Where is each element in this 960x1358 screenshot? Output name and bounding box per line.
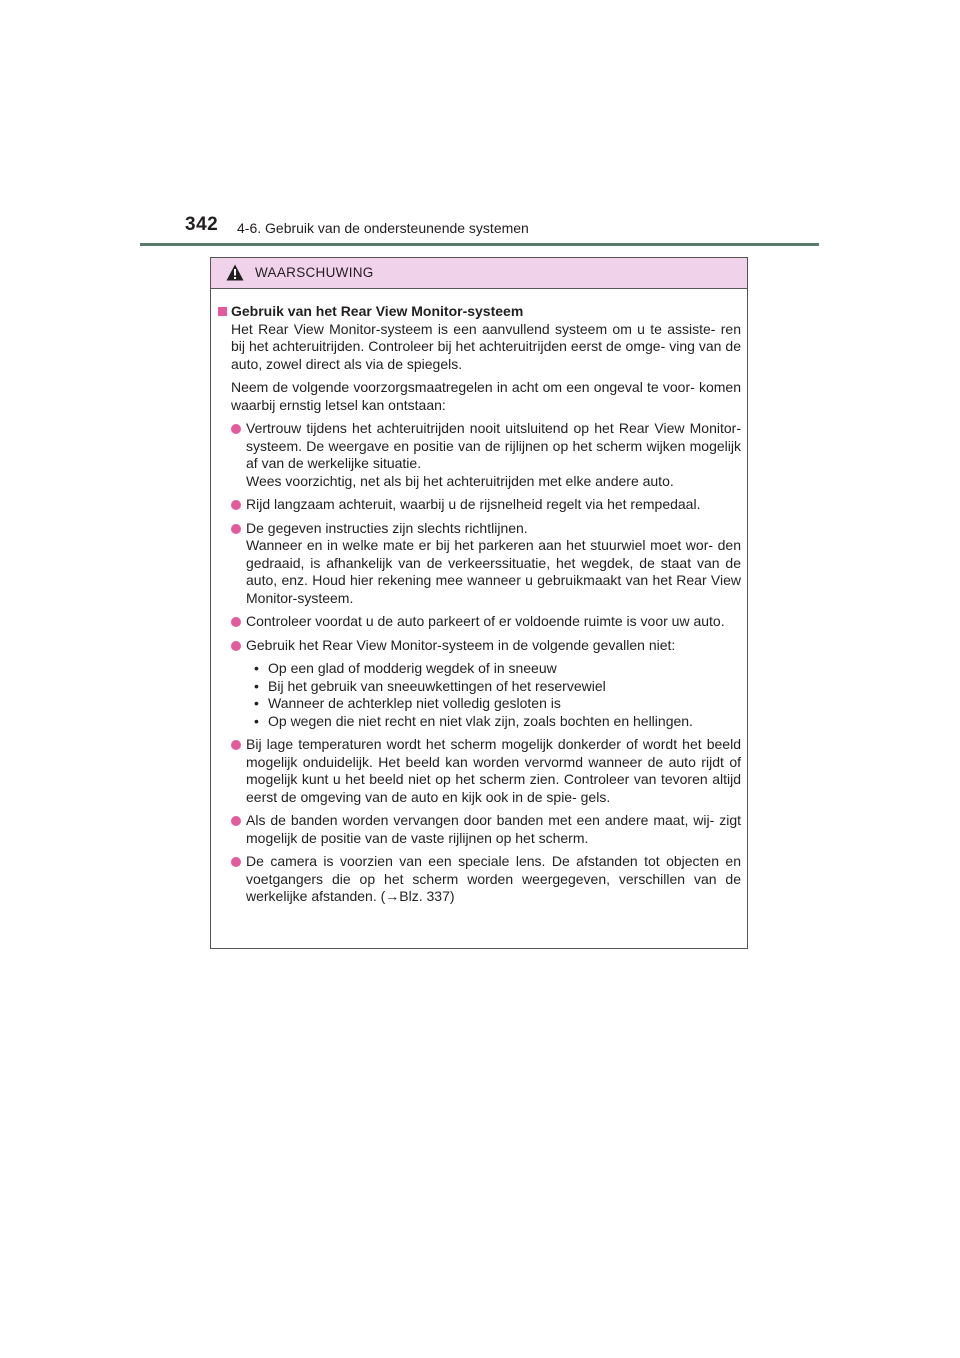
list-item <box>231 613 741 631</box>
warning-body <box>211 289 747 906</box>
sub-list-item <box>254 678 741 696</box>
circle-bullet-icon <box>231 617 241 627</box>
list-item <box>231 520 741 608</box>
list-item-text: Wanneer en in welke mate er bij het parkeren aan het stuurwiel moet wor- den gedraaid, is afhankelijk van de verkeerssituatie, het wegdek, de staat van de auto, enz. Houd hier rekening mee wanneer u gebruikmaakt van het Rear View Monitor-systeem. <box>246 537 741 606</box>
list-item-text: De camera is voorzien van een speciale lens. De afstanden tot objecten en voetgangers die op het scherm worden weergegeven, verschillen van de werkelijke afstanden. (→Blz. 337) <box>246 853 741 904</box>
warning-triangle-icon <box>226 264 244 281</box>
sub-list-item <box>254 695 741 713</box>
list-item-text: Rijd langzaam achteruit, waarbij u de rijsnelheid regelt via het rempedaal. <box>246 496 701 512</box>
circle-bullet-icon <box>231 816 241 826</box>
paragraph: Het Rear View Monitor-systeem is een aanvullend systeem om u te assiste- ren bij het achteruitrijden. Controleer bij het achteruitrijden eerst de omge- ving van de auto, zowel direct als via de spiegels. <box>231 320 741 372</box>
sub-bullet-marker: • <box>254 677 259 694</box>
page-number: 342 <box>185 214 219 235</box>
circle-bullet-icon <box>231 500 241 510</box>
circle-bullet-icon <box>231 424 241 434</box>
list-item <box>231 637 741 731</box>
sub-bullet-marker: • <box>254 712 259 729</box>
warning-heading <box>218 303 741 321</box>
sub-list-item-text: Wanneer de achterklep niet volledig gesloten is <box>268 695 561 711</box>
sub-list-item-text: Op wegen die niet recht en niet vlak zijn, zoals bochten en hellingen. <box>268 712 693 729</box>
page-header <box>0 0 960 250</box>
header-rule <box>140 243 819 246</box>
sub-list-item-text: Op een glad of modderig wegdek of in sneeuw <box>268 660 557 676</box>
list-item <box>231 853 741 906</box>
list-item-text: Wees voorzichtig, net als bij het achteruitrijden met elke andere auto. <box>246 472 674 489</box>
circle-bullet-icon <box>231 857 241 867</box>
section-title: 4-6. Gebruik van de ondersteunende systemen <box>237 220 529 236</box>
warning-header <box>211 258 747 289</box>
circle-bullet-icon <box>231 740 241 750</box>
list-item <box>231 812 741 847</box>
sub-list-item <box>254 660 741 678</box>
paragraph: Neem de volgende voorzorgsmaatregelen in acht om een ongeval te voor- komen waarbij ernstig letsel kan ontstaan: <box>231 379 741 413</box>
warning-content <box>218 321 741 906</box>
circle-bullet-icon <box>231 524 241 534</box>
list-item-text: Als de banden worden vervangen door banden met een andere maat, wij- zigt mogelijk de positie van de vaste rijlijnen op het scherm. <box>246 812 741 846</box>
list-item-text: Bij lage temperaturen wordt het scherm mogelijk donkerder of wordt het beeld mogelijk onduidelijk. Het beeld kan worden vervormd wanneer de auto rijdt of mogelijk kunt u het beeld niet op het scherm zien. Controleer van tevoren altijd eerst de omgeving van de auto en kijk ook in de spie- gels. <box>246 736 741 805</box>
sub-bullet-marker: • <box>254 695 259 711</box>
list-item <box>231 496 741 514</box>
list-item-text: Gebruik het Rear View Monitor-systeem in de volgende gevallen niet: <box>246 636 676 653</box>
list-item-text: De gegeven instructies zijn slechts richtlijnen. <box>246 519 528 536</box>
warning-heading-text: Gebruik van het Rear View Monitor-systeem <box>231 303 524 319</box>
list-item <box>231 736 741 806</box>
sub-list <box>246 660 741 730</box>
sub-list-item-text: Bij het gebruik van sneeuwkettingen of het reservewiel <box>268 677 606 694</box>
sub-list-item <box>254 713 741 731</box>
warning-box <box>210 257 748 949</box>
circle-bullet-icon <box>231 641 241 651</box>
square-bullet-icon <box>218 307 227 316</box>
list-item-text: Controleer voordat u de auto parkeert of er voldoende ruimte is voor uw auto. <box>246 613 725 629</box>
warning-title: WAARSCHUWING <box>255 265 374 280</box>
list-item-text: Vertrouw tijdens het achteruitrijden nooit uitsluitend op het Rear View Monitor-systeem. De weergave en positie van de rijlijnen op het scherm wijken mogelijk af van de werkelijke situatie. <box>246 420 741 471</box>
sub-bullet-marker: • <box>254 660 259 676</box>
list-item <box>231 420 741 490</box>
